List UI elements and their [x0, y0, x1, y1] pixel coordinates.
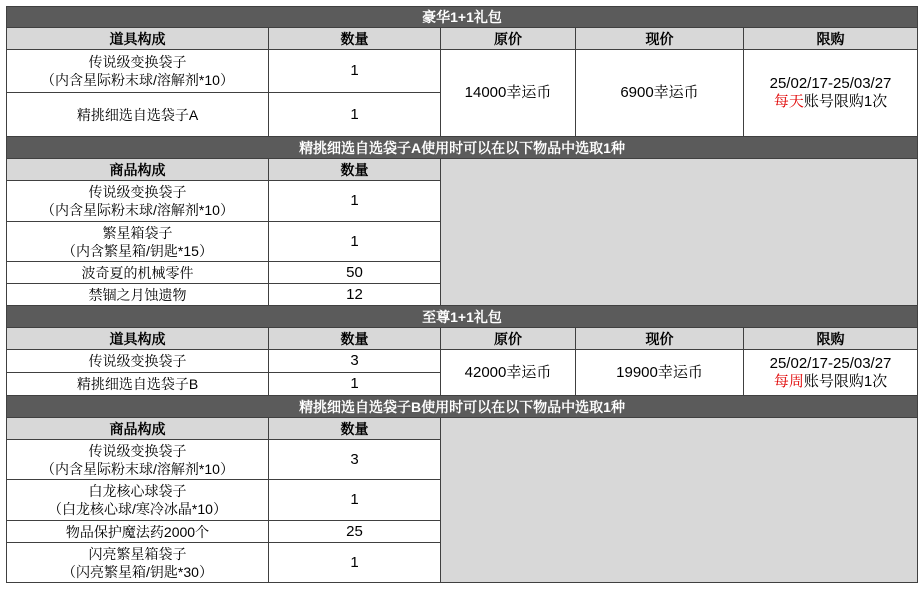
purchase-limit: [744, 50, 918, 137]
item-qty: 3: [269, 440, 441, 480]
item-name: 精挑细选自选袋子B: [7, 373, 269, 396]
item-qty: 50: [269, 262, 441, 284]
item-name: 白龙核心球袋子 （白龙核心球/寒冷冰晶*10）: [7, 480, 269, 521]
header-goods: 商品构成: [7, 159, 269, 181]
package2-title: 至尊1+1礼包: [7, 306, 918, 328]
header-qty: 数量: [269, 159, 441, 181]
item-name: 传说级变换袋子 （内含星际粉末球/溶解剂*10）: [7, 440, 269, 480]
limit-text: 账号限购1次: [803, 372, 888, 390]
original-price: 42000幸运币: [441, 350, 576, 396]
item-name: 传说级变换袋子 （内含星际粉末球/溶解剂*10）: [7, 181, 269, 222]
gift-package-table: [6, 6, 918, 583]
header-limit: 限购: [744, 328, 918, 350]
header-qty: 数量: [269, 28, 441, 50]
limit-date: 25/02/17-25/03/27: [769, 354, 892, 372]
item-name: 传说级变换袋子 （内含星际粉末球/溶解剂*10）: [7, 50, 269, 93]
item-qty: 25: [269, 521, 441, 543]
item-qty: 1: [269, 93, 441, 137]
select-a-header-row: [7, 159, 918, 181]
header-items: 道具构成: [7, 28, 269, 50]
select-b-header-row: [7, 418, 918, 440]
item-qty: 3: [269, 350, 441, 373]
header-original-price: 原价: [441, 28, 576, 50]
limit-frequency: 每天: [773, 93, 804, 110]
table-row: [7, 350, 918, 373]
purchase-limit: [744, 350, 918, 396]
blank-area: [441, 159, 918, 306]
header-goods: 商品构成: [7, 418, 269, 440]
item-name: 物品保护魔法药2000个: [7, 521, 269, 543]
header-limit: 限购: [744, 28, 918, 50]
limit-date: 25/02/17-25/03/27: [769, 75, 892, 92]
package2-header-row: [7, 328, 918, 350]
blank-area: [441, 418, 918, 583]
item-name: 禁锢之月蚀遗物: [7, 284, 269, 306]
item-qty: 12: [269, 284, 441, 306]
header-current-price: 现价: [576, 328, 744, 350]
item-qty: 1: [269, 543, 441, 583]
item-name: 波奇夏的机械零件: [7, 262, 269, 284]
item-qty: 1: [269, 50, 441, 93]
item-qty: 1: [269, 222, 441, 262]
header-original-price: 原价: [441, 328, 576, 350]
table-row: [7, 50, 918, 93]
header-qty: 数量: [269, 418, 441, 440]
limit-text: 账号限购1次: [803, 93, 888, 110]
header-items: 道具构成: [7, 328, 269, 350]
item-qty: 1: [269, 480, 441, 521]
limit-frequency: 每周: [773, 372, 804, 390]
item-name: 繁星箱袋子 （内含繁星箱/钥匙*15）: [7, 222, 269, 262]
current-price: 19900幸运币: [576, 350, 744, 396]
item-qty: 1: [269, 373, 441, 396]
select-a-title: 精挑细选自选袋子A使用时可以在以下物品中选取1种: [7, 137, 918, 159]
item-qty: 1: [269, 181, 441, 222]
item-name: 精挑细选自选袋子A: [7, 93, 269, 137]
original-price: 14000幸运币: [441, 50, 576, 137]
item-name: 传说级变换袋子: [7, 350, 269, 373]
current-price: 6900幸运币: [576, 50, 744, 137]
header-qty: 数量: [269, 328, 441, 350]
header-current-price: 现价: [576, 28, 744, 50]
package1-header-row: [7, 28, 918, 50]
item-name: 闪亮繁星箱袋子 （闪亮繁星箱/钥匙*30）: [7, 543, 269, 583]
package1-title: 豪华1+1礼包: [7, 7, 918, 28]
select-b-title: 精挑细选自选袋子B使用时可以在以下物品中选取1种: [7, 396, 918, 418]
